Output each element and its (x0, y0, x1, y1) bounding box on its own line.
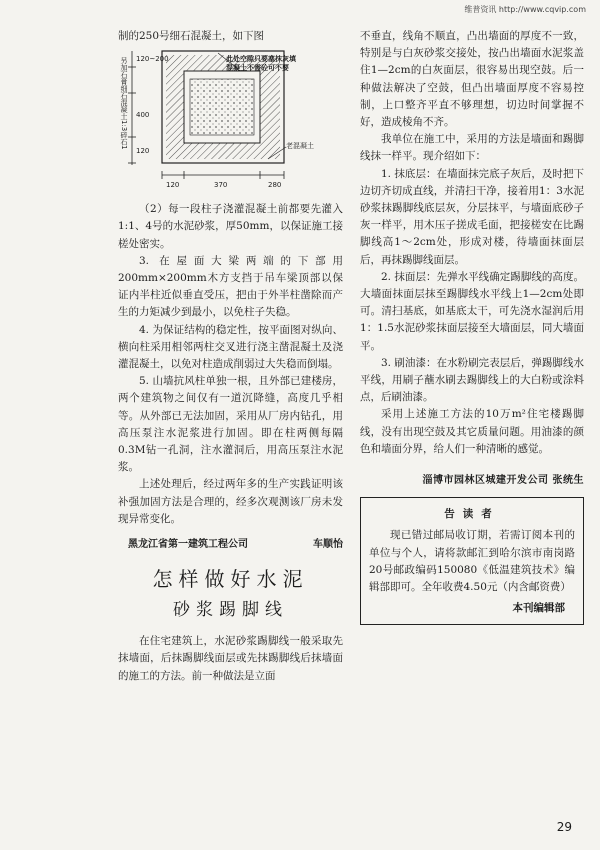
dim-bottom-2: 370 (214, 181, 228, 190)
left-column (118, 28, 343, 685)
dim-left-top: 120~200 (136, 55, 169, 64)
paragraph: 3. 刷油漆：在水粉刷完表层后，弹踢脚线水平线，用刷子蘸水刷去踢脚线上的大白粉或涂料点，后刷油漆。 (360, 356, 584, 404)
dim-left-bottom: 120 (136, 147, 150, 156)
site-watermark: 维普资讯 http://www.cqvip.com (464, 5, 586, 14)
paragraph: 不垂直，线角不顺直，凸出墙面的厚度不一致，特别是与白灰砂浆交接处，按凸出墙面水泥浆盖住1—2cm的白灰面层，很容易出现空鼓。后一种做法解决了空鼓，但凸出墙面厚度不容易控制，上口整齐平直不够理想，切边时间掌握不好，造成棱角不齐。 (360, 30, 584, 129)
article-title-line-1: 怎样做好水泥 (152, 567, 309, 592)
paragraph: 1. 抹底层：在墙面抹完底子灰后，及时把下边切齐切成直线，并清扫干净，接着用1：3水泥砂浆抹踢脚线底层灰，分层抹平，与墙面底砂子灰一样平，用木压子搓成毛面，把接槎安在比踢脚线高1～2cm处，形成对楼，待墙面抹面层后，再抹踢脚线面层。 (360, 167, 584, 266)
author-line (118, 536, 343, 553)
paragraph: 2. 抹面层：先弹水平线确定踢脚线的高度。大墙面抹面层抹至踢脚线水平线上1—2cm处即可。清扫基底，如基底太干，可先浇水湿润后用1：1.5水泥砂浆抹面层接至大墙面层，同大墙面平。 (360, 270, 584, 352)
figure-note-left: 另加石膏细石混凝土1:3碎石1 (120, 57, 128, 150)
figure-note-top-1: 此处空隙只要塞抹灰填 (226, 55, 296, 64)
author-org: 黑龙江省第一建筑工程公司 (128, 539, 248, 551)
paragraph: 我单位在施工中，采用的方法是墙面和踢脚线抹一样平。现介绍如下： (360, 133, 584, 163)
notice-signature: 本刊编辑部 (512, 602, 565, 615)
notice-body: 现已错过邮局收订期，若需订阅本刊的单位与个人，请将款邮汇到哈尔滨市南岗路20号邮政编码150080《低温建筑技术》编辑部即可。全年收费4.50元（内含邮资费） (369, 529, 575, 594)
paragraph: （2）每一段柱子浇灌混凝土前都要先灌入1:1、4号的水泥砂浆，厚50mm，以保证施工接槎处密实。 (118, 203, 343, 250)
page-number: 29 (556, 820, 572, 834)
paragraph: 5. 山墙抗风柱单独一根，且外部已建楼房，两个建筑物之间仅有一道沉降缝，高度几乎相等。从外部已无法加固，采用从厂房内钻孔，用高压泵注水泥浆进行加固。即在柱两侧每隔0.3M钻一孔洞，注水灌洞后，用高压泵注水泥浆。 (118, 375, 343, 474)
paragraph: 3. 在屋面大梁两端的下部用200mm×200mm木方支挡于吊车梁顶部以保证内半柱近似垂直受压，把由于外半柱凿除而产生的力矩减少到最小，以免柱子失稳。 (118, 254, 343, 319)
paragraph: 4. 为保证结构的稳定性，按平面图对纵向、横向柱采用相邻两柱交叉进行浇主凿混凝土及浇灌混凝土，以免对柱造成削弱过大失稳而倒塌。 (118, 323, 343, 371)
article-title-line-2: 砂浆踢脚线 (173, 600, 288, 621)
paragraph: 上述处理后，经过两年多的生产实践证明该补强加固方法是合理的，经多次观测该厂房未发现异常变化。 (118, 478, 343, 525)
dim-bottom-3: 280 (268, 181, 282, 190)
article-intro: 在住宅建筑上，水泥砂浆踢脚线一般采取先抹墙面，后抹踢脚线面层或先抹踢脚线后抹墙面的施工的方法。前一种做法是立面 (118, 635, 343, 682)
paragraph: 采用上述施工方法的10万m²住宅楼踢脚线，没有出现空鼓及其它质量问题。用油漆的颜色和墙面分界，给人们一种清晰的感觉。 (360, 408, 584, 455)
figure-note-old-concrete: 老混凝土 (286, 142, 314, 151)
notice-box (360, 497, 584, 624)
figure-caption: 制的250号细石混凝土，如下图 (118, 30, 265, 42)
cross-section-figure (118, 47, 343, 197)
dim-left-mid: 400 (136, 111, 150, 120)
figure-note-top-2: 混凝土不需砼可不要 (226, 64, 289, 73)
right-column (360, 28, 584, 625)
author-name: 车顺怡 (313, 539, 343, 551)
notice-title: 告读者 (444, 508, 500, 521)
article-signature: 淄博市园林区城建开发公司 张统生 (422, 475, 584, 487)
dim-bottom-1: 120 (166, 181, 180, 190)
article-title (118, 563, 343, 625)
